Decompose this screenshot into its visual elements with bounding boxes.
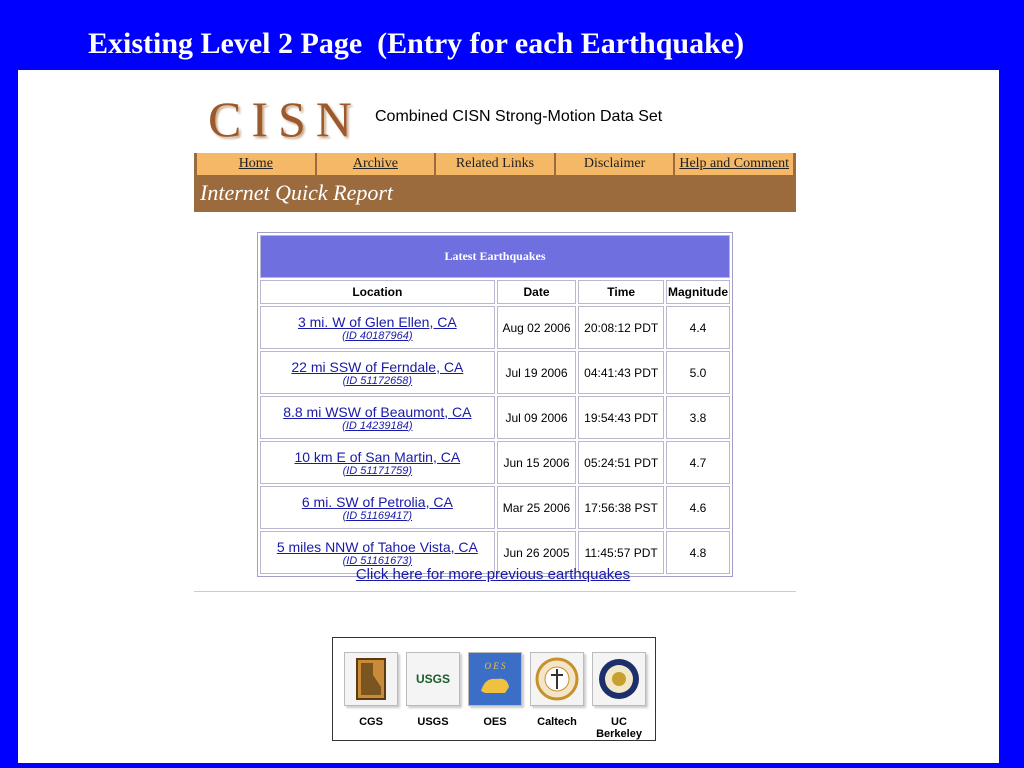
date-cell: Jun 15 2006 — [497, 441, 577, 484]
earthquake-location-link[interactable]: 6 mi. SW of Petrolia, CA — [301, 493, 453, 510]
earthquake-id-link[interactable]: (ID 51161673) — [342, 554, 413, 567]
table-row — [260, 306, 730, 349]
earthquake-id-link[interactable]: (ID 14239184) — [342, 419, 413, 432]
oes-logo-icon — [468, 652, 522, 706]
nav-disclaimer[interactable]: Disclaimer — [556, 153, 674, 175]
partner-usgs[interactable] — [405, 652, 461, 728]
earthquake-location-link[interactable]: 8.8 mi WSW of Beaumont, CA — [283, 403, 472, 420]
column-header-magnitude: Magnitude — [666, 280, 730, 304]
partner-name: OES — [483, 716, 507, 728]
partner-name: CGS — [359, 716, 383, 728]
partner-cgs[interactable] — [343, 652, 399, 728]
date-cell: Jun 26 2005 — [497, 531, 577, 574]
date-cell: Mar 25 2006 — [497, 486, 577, 529]
cgs-logo-icon — [344, 652, 398, 706]
magnitude-cell: 3.8 — [666, 396, 730, 439]
earthquake-id-link[interactable]: (ID 51171759) — [342, 464, 413, 477]
nav-archive[interactable]: Archive — [317, 153, 435, 175]
partner-caltech[interactable] — [529, 652, 585, 728]
column-header-date: Date — [497, 280, 577, 304]
partner-oes[interactable] — [467, 652, 523, 728]
magnitude-cell: 4.6 — [666, 486, 730, 529]
table-row — [260, 486, 730, 529]
site-title: Combined CISN Strong-Motion Data Set — [375, 108, 663, 125]
time-cell: 19:54:43 PDT — [578, 396, 664, 439]
uc-berkeley-seal-icon — [592, 652, 646, 706]
usgs-logo-icon — [406, 652, 460, 706]
nav-help-and-comment[interactable]: Help and Comment — [675, 153, 793, 175]
time-cell: 20:08:12 PDT — [578, 306, 664, 349]
divider — [194, 591, 796, 592]
slide-title: Existing Level 2 Page (Entry for each Earthquake) — [88, 27, 745, 60]
time-cell: 17:56:38 PST — [578, 486, 664, 529]
table-caption: Latest Earthquakes — [260, 235, 730, 278]
earthquake-id-link[interactable]: (ID 51172658) — [342, 374, 413, 387]
caltech-seal-icon — [530, 652, 584, 706]
nav-related-links[interactable]: Related Links — [436, 153, 554, 175]
earthquake-location-link[interactable]: 10 km E of San Martin, CA — [294, 448, 461, 465]
table-row — [260, 441, 730, 484]
magnitude-cell: 4.7 — [666, 441, 730, 484]
magnitude-cell: 4.8 — [666, 531, 730, 574]
date-cell: Jul 19 2006 — [497, 351, 577, 394]
usgs-logo-text: USGS — [415, 672, 450, 686]
time-cell: 11:45:57 PDT — [578, 531, 664, 574]
web-page — [18, 70, 999, 763]
table-row — [260, 396, 730, 439]
earthquake-location-link[interactable]: 22 mi SSW of Ferndale, CA — [291, 358, 464, 375]
column-header-location: Location — [260, 280, 495, 304]
partner-uc-berkeley[interactable] — [591, 652, 647, 740]
page-banner: Internet Quick Report — [194, 175, 796, 212]
partner-name: USGS — [417, 716, 449, 728]
time-cell: 04:41:43 PDT — [578, 351, 664, 394]
earthquake-location-link[interactable]: 5 miles NNW of Tahoe Vista, CA — [276, 538, 478, 555]
column-header-time: Time — [578, 280, 664, 304]
cisn-logo: CISN — [208, 91, 362, 147]
earthquake-table — [257, 232, 733, 577]
date-cell: Jul 09 2006 — [497, 396, 577, 439]
earthquake-id-link[interactable]: (ID 51169417) — [342, 509, 413, 522]
nav-bar — [194, 153, 796, 175]
magnitude-cell: 4.4 — [666, 306, 730, 349]
time-cell: 05:24:51 PDT — [578, 441, 664, 484]
earthquake-id-link[interactable]: (ID 40187964) — [342, 329, 413, 342]
magnitude-cell: 5.0 — [666, 351, 730, 394]
nav-home[interactable]: Home — [197, 153, 315, 175]
table-row — [260, 351, 730, 394]
partner-name: Caltech — [537, 716, 577, 728]
partner-name: UC Berkeley — [596, 716, 642, 740]
oes-logo-text: O E S — [484, 661, 506, 671]
earthquake-location-link[interactable]: 3 mi. W of Glen Ellen, CA — [297, 313, 457, 330]
partner-logos-box — [332, 637, 656, 741]
date-cell: Aug 02 2006 — [497, 306, 577, 349]
more-earthquakes-link[interactable]: Click here for more previous earthquakes — [355, 566, 631, 583]
